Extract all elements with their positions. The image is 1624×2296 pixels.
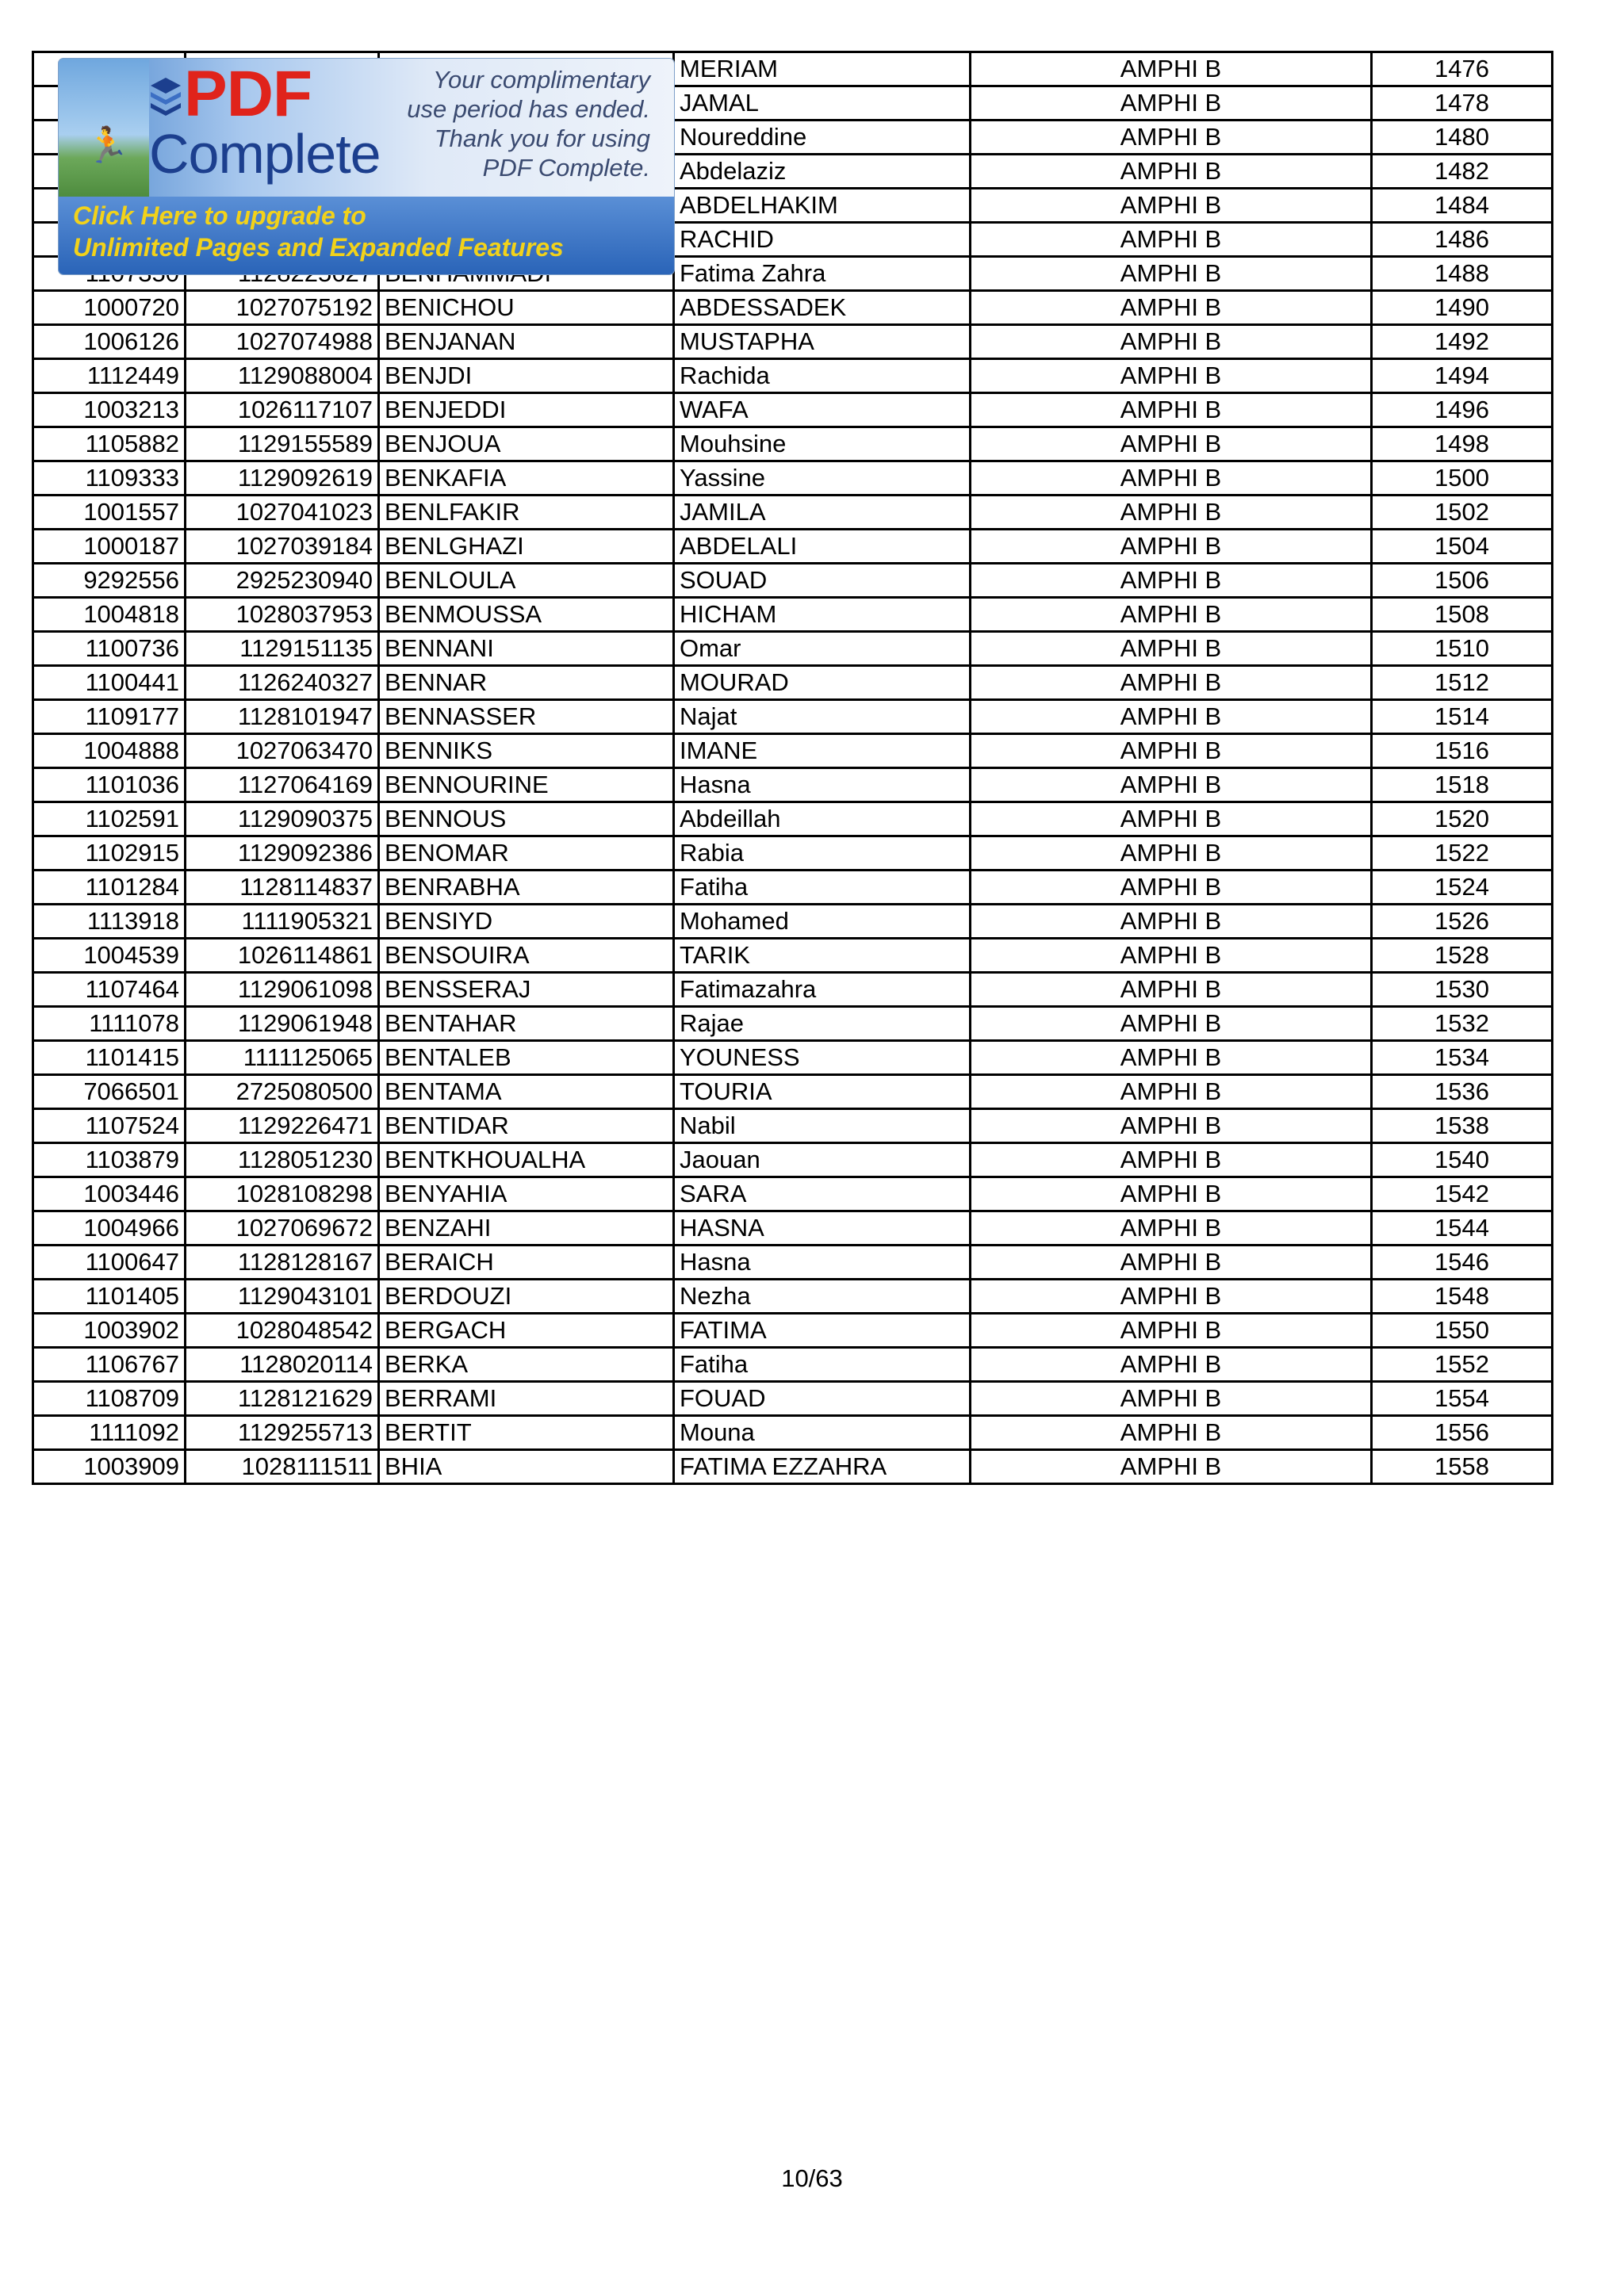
first-name-cell: FOUAD	[674, 1382, 971, 1416]
room-cell: AMPHI B	[971, 905, 1372, 939]
code-cell: 1129061098	[186, 973, 379, 1007]
last-name-cell: BENNIKS	[379, 734, 674, 768]
id-cell: 1103879	[33, 1143, 186, 1177]
table-row	[33, 1041, 1553, 1075]
last-name-cell: BENRABHA	[379, 871, 674, 905]
room-cell: AMPHI B	[971, 86, 1372, 121]
first-name-cell: Mouhsine	[674, 427, 971, 461]
last-name-cell: BENNAR	[379, 666, 674, 700]
code-cell: 1129151135	[186, 632, 379, 666]
notice-line: PDF Complete.	[482, 154, 650, 182]
seat-cell: 1520	[1372, 802, 1553, 836]
room-cell: AMPHI B	[971, 1007, 1372, 1041]
seat-cell: 1550	[1372, 1314, 1553, 1348]
seat-cell: 1530	[1372, 973, 1553, 1007]
last-name-cell: BENTKHOUALHA	[379, 1143, 674, 1177]
upgrade-link[interactable]	[73, 200, 660, 263]
last-name-cell: BENSOUIRA	[379, 939, 674, 973]
first-name-cell: ABDELALI	[674, 530, 971, 564]
notice-line: Thank you for using	[434, 124, 650, 152]
table-row	[33, 393, 1553, 427]
code-cell: 1129088004	[186, 359, 379, 393]
table-row	[33, 836, 1553, 871]
seat-cell: 1558	[1372, 1450, 1553, 1484]
code-cell: 1111905321	[186, 905, 379, 939]
last-name-cell: BERKA	[379, 1348, 674, 1382]
room-cell: AMPHI B	[971, 700, 1372, 734]
first-name-cell: Fatimazahra	[674, 973, 971, 1007]
room-cell: AMPHI B	[971, 1041, 1372, 1075]
last-name-cell: BENNANI	[379, 632, 674, 666]
table-row	[33, 666, 1553, 700]
code-cell: 1129092619	[186, 461, 379, 496]
table-row	[33, 632, 1553, 666]
room-cell: AMPHI B	[971, 359, 1372, 393]
table-row	[33, 1143, 1553, 1177]
seat-cell: 1486	[1372, 223, 1553, 257]
seat-cell: 1500	[1372, 461, 1553, 496]
seat-cell: 1494	[1372, 359, 1553, 393]
last-name-cell: BERRAMI	[379, 1382, 674, 1416]
last-name-cell: BENNASSER	[379, 700, 674, 734]
first-name-cell: Omar	[674, 632, 971, 666]
room-cell: AMPHI B	[971, 257, 1372, 291]
id-cell: 1102591	[33, 802, 186, 836]
first-name-cell: ABDELHAKIM	[674, 189, 971, 223]
last-name-cell: BENSSERAJ	[379, 973, 674, 1007]
seat-cell: 1502	[1372, 496, 1553, 530]
id-cell: 1109177	[33, 700, 186, 734]
table-row	[33, 1177, 1553, 1211]
first-name-cell: Fatiha	[674, 1348, 971, 1382]
code-cell: 1129155589	[186, 427, 379, 461]
first-name-cell: Fatiha	[674, 871, 971, 905]
id-cell: 1003909	[33, 1450, 186, 1484]
first-name-cell: HASNA	[674, 1211, 971, 1246]
room-cell: AMPHI B	[971, 1143, 1372, 1177]
table-row	[33, 1314, 1553, 1348]
first-name-cell: Abdelaziz	[674, 155, 971, 189]
first-name-cell: YOUNESS	[674, 1041, 971, 1075]
seat-cell: 1498	[1372, 427, 1553, 461]
id-cell: 1106767	[33, 1348, 186, 1382]
table-row	[33, 427, 1553, 461]
id-cell: 1109333	[33, 461, 186, 496]
code-cell: 1027074988	[186, 325, 379, 359]
table-row	[33, 461, 1553, 496]
last-name-cell: BENYAHIA	[379, 1177, 674, 1211]
seat-cell: 1528	[1372, 939, 1553, 973]
last-name-cell: BENZAHI	[379, 1211, 674, 1246]
id-cell: 1101284	[33, 871, 186, 905]
id-cell: 1107524	[33, 1109, 186, 1143]
table-row	[33, 1348, 1553, 1382]
first-name-cell: Noureddine	[674, 121, 971, 155]
room-cell: AMPHI B	[971, 52, 1372, 86]
first-name-cell: Mouna	[674, 1416, 971, 1450]
code-cell: 1026117107	[186, 393, 379, 427]
seat-cell: 1526	[1372, 905, 1553, 939]
first-name-cell: Hasna	[674, 1246, 971, 1280]
id-cell: 1111078	[33, 1007, 186, 1041]
first-name-cell: Rachida	[674, 359, 971, 393]
last-name-cell: BENLOULA	[379, 564, 674, 598]
id-cell: 1108709	[33, 1382, 186, 1416]
upgrade-line[interactable]: Unlimited Pages and Expanded Features	[73, 233, 564, 262]
seat-cell: 1516	[1372, 734, 1553, 768]
table-row	[33, 291, 1553, 325]
last-name-cell: BENICHOU	[379, 291, 674, 325]
last-name-cell: BENTAMA	[379, 1075, 674, 1109]
code-cell: 1027075192	[186, 291, 379, 325]
seat-cell: 1552	[1372, 1348, 1553, 1382]
seat-cell: 1512	[1372, 666, 1553, 700]
code-cell: 1129090375	[186, 802, 379, 836]
first-name-cell: Rajae	[674, 1007, 971, 1041]
last-name-cell: BERDOUZI	[379, 1280, 674, 1314]
first-name-cell: Abdeillah	[674, 802, 971, 836]
room-cell: AMPHI B	[971, 496, 1372, 530]
seat-cell: 1476	[1372, 52, 1553, 86]
table-row	[33, 1382, 1553, 1416]
id-cell: 1000720	[33, 291, 186, 325]
id-cell: 1102915	[33, 836, 186, 871]
last-name-cell: BERGACH	[379, 1314, 674, 1348]
room-cell: AMPHI B	[971, 871, 1372, 905]
seat-cell: 1504	[1372, 530, 1553, 564]
code-cell: 1028108298	[186, 1177, 379, 1211]
jumping-person-icon: 🏃	[86, 126, 129, 165]
code-cell: 1126240327	[186, 666, 379, 700]
seat-cell: 1542	[1372, 1177, 1553, 1211]
seat-cell: 1524	[1372, 871, 1553, 905]
first-name-cell: Hasna	[674, 768, 971, 802]
seat-cell: 1536	[1372, 1075, 1553, 1109]
seat-cell: 1484	[1372, 189, 1553, 223]
code-cell: 1128114837	[186, 871, 379, 905]
seat-cell: 1508	[1372, 598, 1553, 632]
id-cell: 9292556	[33, 564, 186, 598]
code-cell: 1028037953	[186, 598, 379, 632]
seat-cell: 1538	[1372, 1109, 1553, 1143]
id-cell: 1006126	[33, 325, 186, 359]
id-cell: 1100647	[33, 1246, 186, 1280]
id-cell: 1101415	[33, 1041, 186, 1075]
room-cell: AMPHI B	[971, 461, 1372, 496]
room-cell: AMPHI B	[971, 189, 1372, 223]
room-cell: AMPHI B	[971, 530, 1372, 564]
last-name-cell: BENJOUA	[379, 427, 674, 461]
last-name-cell: BENKAFIA	[379, 461, 674, 496]
room-cell: AMPHI B	[971, 734, 1372, 768]
seat-cell: 1492	[1372, 325, 1553, 359]
last-name-cell: BENLGHAZI	[379, 530, 674, 564]
table-row	[33, 734, 1553, 768]
table-row	[33, 1280, 1553, 1314]
last-name-cell: BENJDI	[379, 359, 674, 393]
table-row	[33, 530, 1553, 564]
table-row	[33, 1246, 1553, 1280]
id-cell: 1107464	[33, 973, 186, 1007]
code-cell: 1027039184	[186, 530, 379, 564]
seat-cell: 1532	[1372, 1007, 1553, 1041]
code-cell: 1026114861	[186, 939, 379, 973]
room-cell: AMPHI B	[971, 836, 1372, 871]
room-cell: AMPHI B	[971, 1211, 1372, 1246]
first-name-cell: Yassine	[674, 461, 971, 496]
id-cell: 1004888	[33, 734, 186, 768]
room-cell: AMPHI B	[971, 666, 1372, 700]
table-row	[33, 1007, 1553, 1041]
id-cell: 1003446	[33, 1177, 186, 1211]
seat-cell: 1556	[1372, 1416, 1553, 1450]
first-name-cell: RACHID	[674, 223, 971, 257]
first-name-cell: MUSTAPHA	[674, 325, 971, 359]
id-cell: 1111092	[33, 1416, 186, 1450]
id-cell: 1113918	[33, 905, 186, 939]
last-name-cell: BENTAHAR	[379, 1007, 674, 1041]
first-name-cell: Fatima Zahra	[674, 257, 971, 291]
last-name-cell: BENNOURINE	[379, 768, 674, 802]
id-cell: 1003213	[33, 393, 186, 427]
seat-cell: 1548	[1372, 1280, 1553, 1314]
code-cell: 1128051230	[186, 1143, 379, 1177]
id-cell: 1004966	[33, 1211, 186, 1246]
last-name-cell: BENNOUS	[379, 802, 674, 836]
first-name-cell: JAMILA	[674, 496, 971, 530]
pdf-logo-text: PDF	[184, 59, 312, 130]
expired-notice	[381, 65, 650, 182]
room-cell: AMPHI B	[971, 768, 1372, 802]
room-cell: AMPHI B	[971, 939, 1372, 973]
room-cell: AMPHI B	[971, 393, 1372, 427]
code-cell: 1028111511	[186, 1450, 379, 1484]
last-name-cell: BENTALEB	[379, 1041, 674, 1075]
first-name-cell: HICHAM	[674, 598, 971, 632]
id-cell: 1001557	[33, 496, 186, 530]
code-cell: 1129061948	[186, 1007, 379, 1041]
room-cell: AMPHI B	[971, 1280, 1372, 1314]
room-cell: AMPHI B	[971, 1416, 1372, 1450]
code-cell: 1128128167	[186, 1246, 379, 1280]
room-cell: AMPHI B	[971, 1075, 1372, 1109]
last-name-cell: BENOMAR	[379, 836, 674, 871]
seat-cell: 1554	[1372, 1382, 1553, 1416]
last-name-cell: BENMOUSSA	[379, 598, 674, 632]
code-cell: 1128121629	[186, 1382, 379, 1416]
seat-cell: 1480	[1372, 121, 1553, 155]
code-cell: 1129092386	[186, 836, 379, 871]
code-cell: 1129255713	[186, 1416, 379, 1450]
upgrade-line[interactable]: Click Here to upgrade to	[73, 201, 366, 230]
room-cell: AMPHI B	[971, 1348, 1372, 1382]
table-row	[33, 939, 1553, 973]
table-row	[33, 598, 1553, 632]
first-name-cell: SARA	[674, 1177, 971, 1211]
code-cell: 2725080500	[186, 1075, 379, 1109]
code-cell: 1027069672	[186, 1211, 379, 1246]
first-name-cell: ABDESSADEK	[674, 291, 971, 325]
last-name-cell: BENSIYD	[379, 905, 674, 939]
seat-cell: 1488	[1372, 257, 1553, 291]
table-row	[33, 325, 1553, 359]
seat-cell: 1482	[1372, 155, 1553, 189]
id-cell: 1004818	[33, 598, 186, 632]
id-cell: 1004539	[33, 939, 186, 973]
id-cell: 1003902	[33, 1314, 186, 1348]
room-cell: AMPHI B	[971, 1382, 1372, 1416]
table-row	[33, 802, 1553, 836]
last-name-cell: BENJEDDI	[379, 393, 674, 427]
id-cell: 1100441	[33, 666, 186, 700]
room-cell: AMPHI B	[971, 632, 1372, 666]
code-cell: 1028048542	[186, 1314, 379, 1348]
notice-line: Your complimentary	[433, 66, 650, 94]
seat-cell: 1544	[1372, 1211, 1553, 1246]
last-name-cell: BERTIT	[379, 1416, 674, 1450]
last-name-cell: BENLFAKIR	[379, 496, 674, 530]
table-row	[33, 564, 1553, 598]
page-number: 10/63	[781, 2164, 843, 2192]
table-row	[33, 973, 1553, 1007]
first-name-cell: WAFA	[674, 393, 971, 427]
table-row	[33, 1109, 1553, 1143]
room-cell: AMPHI B	[971, 1314, 1372, 1348]
seat-cell: 1490	[1372, 291, 1553, 325]
table-row	[33, 496, 1553, 530]
first-name-cell: MERIAM	[674, 52, 971, 86]
pdf-complete-upgrade-banner[interactable]	[59, 59, 674, 274]
id-cell: 7066501	[33, 1075, 186, 1109]
table-row	[33, 871, 1553, 905]
first-name-cell: SOUAD	[674, 564, 971, 598]
code-cell: 1129226471	[186, 1109, 379, 1143]
code-cell: 1111125065	[186, 1041, 379, 1075]
code-cell: 2925230940	[186, 564, 379, 598]
code-cell: 1129043101	[186, 1280, 379, 1314]
first-name-cell: Rabia	[674, 836, 971, 871]
table-row	[33, 359, 1553, 393]
room-cell: AMPHI B	[971, 121, 1372, 155]
last-name-cell: BENJANAN	[379, 325, 674, 359]
room-cell: AMPHI B	[971, 291, 1372, 325]
seat-cell: 1514	[1372, 700, 1553, 734]
room-cell: AMPHI B	[971, 155, 1372, 189]
room-cell: AMPHI B	[971, 1109, 1372, 1143]
id-cell: 1000187	[33, 530, 186, 564]
code-cell: 1128101947	[186, 700, 379, 734]
seat-cell: 1522	[1372, 836, 1553, 871]
code-cell: 1128020114	[186, 1348, 379, 1382]
room-cell: AMPHI B	[971, 1450, 1372, 1484]
room-cell: AMPHI B	[971, 427, 1372, 461]
code-cell: 1027041023	[186, 496, 379, 530]
first-name-cell: IMANE	[674, 734, 971, 768]
id-cell: 1100736	[33, 632, 186, 666]
table-row	[33, 905, 1553, 939]
table-row	[33, 1075, 1553, 1109]
seat-cell: 1540	[1372, 1143, 1553, 1177]
pdf-stack-icon	[147, 73, 184, 117]
id-cell: 1101405	[33, 1280, 186, 1314]
first-name-cell: FATIMA EZZAHRA	[674, 1450, 971, 1484]
room-cell: AMPHI B	[971, 973, 1372, 1007]
seat-cell: 1534	[1372, 1041, 1553, 1075]
seat-cell: 1478	[1372, 86, 1553, 121]
first-name-cell: Nezha	[674, 1280, 971, 1314]
seat-cell: 1506	[1372, 564, 1553, 598]
code-cell: 1127064169	[186, 768, 379, 802]
complete-logo-text: Complete	[149, 123, 381, 185]
last-name-cell: BERAICH	[379, 1246, 674, 1280]
code-cell: 1027063470	[186, 734, 379, 768]
seat-cell: 1518	[1372, 768, 1553, 802]
seat-cell: 1510	[1372, 632, 1553, 666]
id-cell: 1112449	[33, 359, 186, 393]
room-cell: AMPHI B	[971, 564, 1372, 598]
first-name-cell: Najat	[674, 700, 971, 734]
table-row	[33, 1450, 1553, 1484]
last-name-cell: BHIA	[379, 1450, 674, 1484]
room-cell: AMPHI B	[971, 598, 1372, 632]
first-name-cell: Jaouan	[674, 1143, 971, 1177]
room-cell: AMPHI B	[971, 1246, 1372, 1280]
room-cell: AMPHI B	[971, 1177, 1372, 1211]
first-name-cell: MOURAD	[674, 666, 971, 700]
first-name-cell: TARIK	[674, 939, 971, 973]
seat-cell: 1546	[1372, 1246, 1553, 1280]
first-name-cell: JAMAL	[674, 86, 971, 121]
seat-cell: 1496	[1372, 393, 1553, 427]
id-cell: 1105882	[33, 427, 186, 461]
table-row	[33, 1416, 1553, 1450]
notice-line: use period has ended.	[407, 95, 650, 123]
id-cell: 1101036	[33, 768, 186, 802]
first-name-cell: FATIMA	[674, 1314, 971, 1348]
last-name-cell: BENTIDAR	[379, 1109, 674, 1143]
room-cell: AMPHI B	[971, 223, 1372, 257]
first-name-cell: TOURIA	[674, 1075, 971, 1109]
first-name-cell: Mohamed	[674, 905, 971, 939]
table-row	[33, 768, 1553, 802]
table-row	[33, 700, 1553, 734]
room-cell: AMPHI B	[971, 325, 1372, 359]
table-row	[33, 1211, 1553, 1246]
room-cell: AMPHI B	[971, 802, 1372, 836]
first-name-cell: Nabil	[674, 1109, 971, 1143]
